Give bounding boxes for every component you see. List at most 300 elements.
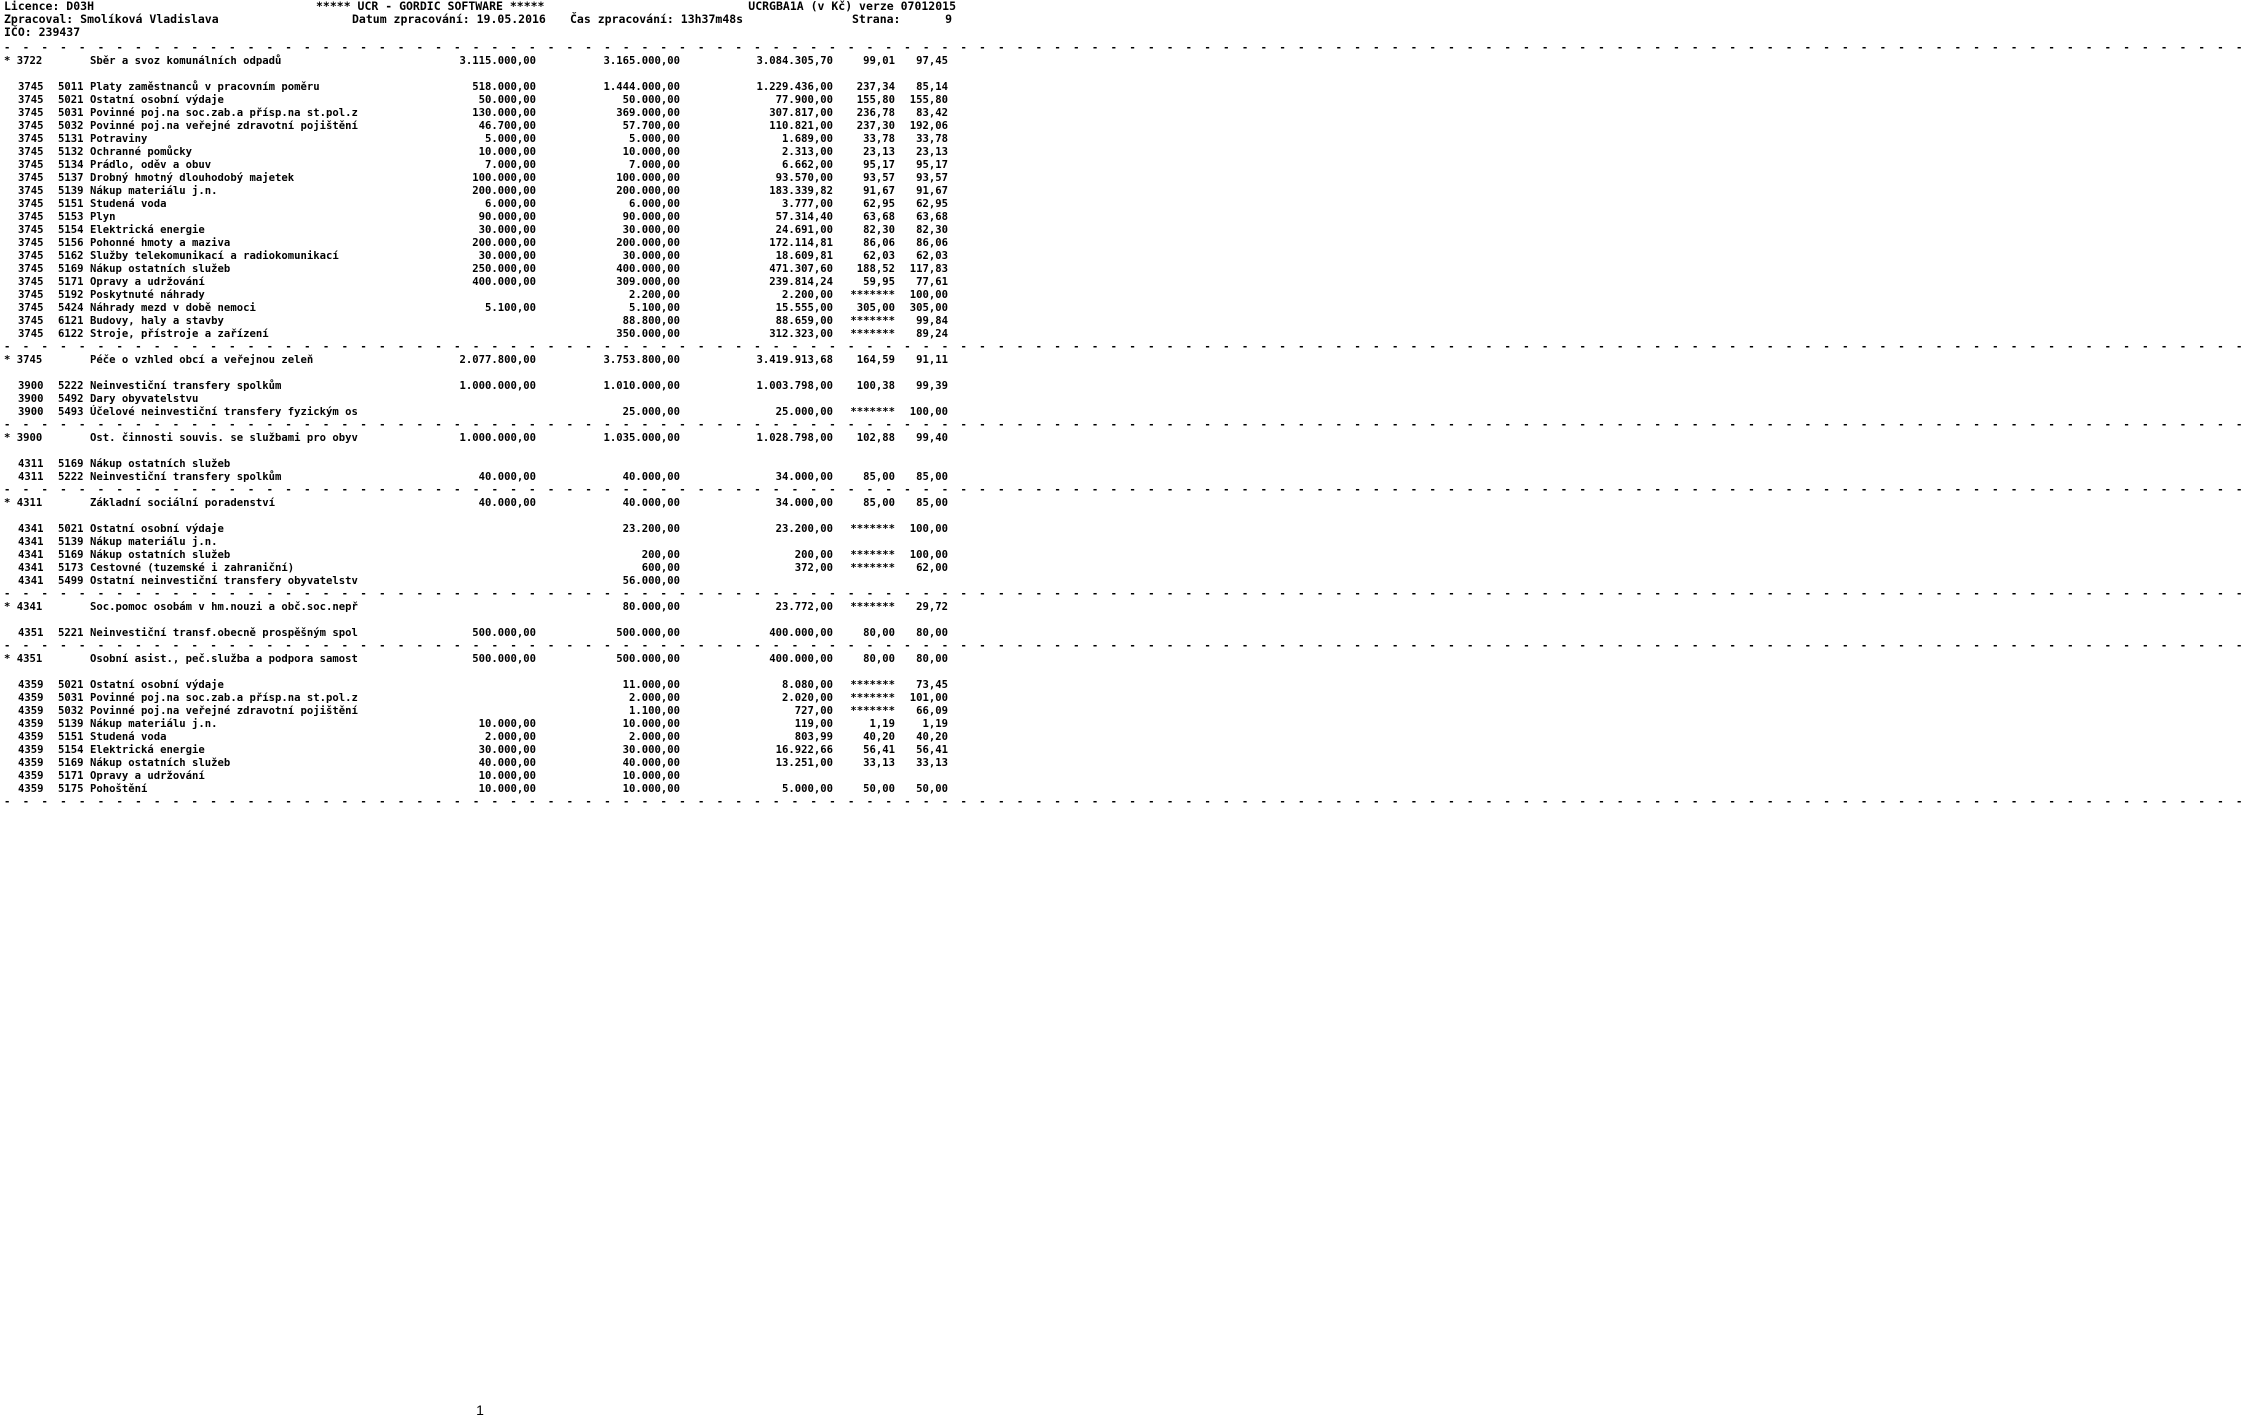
actual-amount: 183.339,82 (769, 185, 833, 197)
adjusted-budget: 10.000,00 (622, 146, 680, 158)
paragraph-code: 3745 (18, 315, 44, 327)
table-row (4, 81, 956, 94)
adjusted-budget: 57.700,00 (622, 120, 680, 132)
header-line-3 (4, 26, 956, 39)
adjusted-budget: 350.000,00 (616, 328, 680, 340)
item-code: 5032 (58, 705, 84, 717)
description: Osobní asist., peč.služba a podpora samost (90, 653, 358, 665)
adjusted-budget: 400.000,00 (616, 263, 680, 275)
percent-approved: 82,30 (863, 224, 895, 236)
description: Poskytnuté náhrady (90, 289, 205, 301)
percent-approved: 305,00 (856, 302, 895, 314)
percent-approved: 56,41 (863, 744, 895, 756)
approved-budget: 7.000,00 (484, 159, 536, 171)
percent-adjusted: 85,00 (916, 471, 948, 483)
approved-budget: 40.000,00 (478, 497, 536, 509)
table-row (4, 146, 956, 159)
percent-approved: 95,17 (863, 159, 895, 171)
page-label: Strana: (852, 12, 901, 26)
percent-approved: ******* (850, 705, 895, 717)
adjusted-budget: 40.000,00 (622, 497, 680, 509)
item-code: 5031 (58, 107, 84, 119)
table-row (4, 250, 956, 263)
item-code: 5222 (58, 471, 84, 483)
paragraph-code: 3745 (18, 211, 44, 223)
percent-approved: ******* (850, 692, 895, 704)
table-row (4, 133, 956, 146)
adjusted-budget: 3.165.000,00 (603, 55, 680, 67)
item-code: 5021 (58, 679, 84, 691)
adjusted-budget: 1.100,00 (628, 705, 680, 717)
description: Soc.pomoc osobám v hm.nouzi a obč.soc.nepř (90, 601, 358, 613)
item-code: 5156 (58, 237, 84, 249)
blank-line (4, 68, 956, 81)
adjusted-budget: 5.000,00 (628, 133, 680, 145)
processed-time: Čas zpracování: 13h37m48s (570, 12, 744, 26)
approved-budget: 10.000,00 (478, 718, 536, 730)
description: Neinvestiční transfery spolkům (90, 380, 282, 392)
actual-amount: 6.662,00 (781, 159, 833, 171)
paragraph-code: 4359 (18, 783, 44, 795)
approved-budget: 5.100,00 (484, 302, 536, 314)
description: Studená voda (90, 731, 167, 743)
approved-budget: 50.000,00 (478, 94, 536, 106)
percent-approved: 59,95 (863, 276, 895, 288)
table-row (4, 380, 956, 393)
adjusted-budget: 10.000,00 (622, 718, 680, 730)
paragraph-code: 3900 (18, 406, 44, 418)
description: Nákup materiálu j.n. (90, 185, 218, 197)
summary-row (4, 497, 956, 510)
summary-code: * 3900 (4, 432, 43, 444)
actual-amount: 1.003.798,00 (756, 380, 833, 392)
item-code: 5424 (58, 302, 84, 314)
description: Nákup ostatních služeb (90, 263, 231, 275)
paragraph-code: 4359 (18, 705, 44, 717)
table-row (4, 549, 956, 562)
actual-amount: 2.020,00 (781, 692, 833, 704)
actual-amount: 1.229.436,00 (756, 81, 833, 93)
adjusted-budget: 10.000,00 (622, 770, 680, 782)
percent-adjusted: 63,68 (916, 211, 948, 223)
description: Elektrická energie (90, 744, 205, 756)
description: Ost. činnosti souvis. se službami pro obyv (90, 432, 358, 444)
percent-approved: 100,38 (856, 380, 895, 392)
description: Nákup ostatních služeb (90, 757, 231, 769)
paragraph-code: 4359 (18, 731, 44, 743)
actual-amount: 3.084.305,70 (756, 55, 833, 67)
actual-amount: 24.691,00 (775, 224, 833, 236)
approved-budget: 1.000.000,00 (459, 432, 536, 444)
item-code: 5154 (58, 224, 84, 236)
item-code: 5031 (58, 692, 84, 704)
item-code: 5131 (58, 133, 84, 145)
description: Neinvestiční transf.obecně prospěšným spol (90, 627, 358, 639)
adjusted-budget: 369.000,00 (616, 107, 680, 119)
adjusted-budget: 200.000,00 (616, 237, 680, 249)
approved-budget: 10.000,00 (478, 146, 536, 158)
blank-line (4, 666, 956, 679)
item-code: 5171 (58, 770, 84, 782)
description: Opravy a udržování (90, 770, 205, 782)
percent-adjusted: 100,00 (909, 549, 948, 561)
table-row (4, 731, 956, 744)
adjusted-budget: 30.000,00 (622, 224, 680, 236)
item-code: 5499 (58, 575, 84, 587)
percent-approved: 102,88 (856, 432, 895, 444)
paragraph-code: 3745 (18, 250, 44, 262)
description: Nákup ostatních služeb (90, 549, 231, 561)
approved-budget: 200.000,00 (472, 237, 536, 249)
percent-adjusted: 99,84 (916, 315, 948, 327)
item-code: 5169 (58, 263, 84, 275)
percent-adjusted: 85,14 (916, 81, 948, 93)
item-code: 5154 (58, 744, 84, 756)
table-row (4, 471, 956, 484)
actual-amount: 16.922,66 (775, 744, 833, 756)
table-row (4, 536, 956, 549)
table-row (4, 107, 956, 120)
percent-adjusted: 73,45 (916, 679, 948, 691)
description: Prádlo, oděv a obuv (90, 159, 212, 171)
percent-approved: ******* (850, 315, 895, 327)
percent-approved: 50,00 (863, 783, 895, 795)
percent-adjusted: 100,00 (909, 406, 948, 418)
table-row (4, 276, 956, 289)
adjusted-budget: 500.000,00 (616, 627, 680, 639)
percent-approved: ******* (850, 328, 895, 340)
percent-adjusted: 62,03 (916, 250, 948, 262)
approved-budget: 10.000,00 (478, 770, 536, 782)
description: Základní sociální poradenství (90, 497, 275, 509)
paragraph-code: 4311 (18, 458, 44, 470)
percent-adjusted: 50,00 (916, 783, 948, 795)
table-row (4, 328, 956, 341)
paragraph-code: 4311 (18, 471, 44, 483)
paragraph-code: 4359 (18, 692, 44, 704)
paragraph-code: 3745 (18, 133, 44, 145)
table-row (4, 237, 956, 250)
processed-date: Datum zpracování: 19.05.2016 (352, 12, 546, 26)
approved-budget: 10.000,00 (478, 783, 536, 795)
table-row (4, 94, 956, 107)
table-row (4, 120, 956, 133)
item-code: 5132 (58, 146, 84, 158)
adjusted-budget: 1.444.000,00 (603, 81, 680, 93)
adjusted-budget: 200,00 (641, 549, 680, 561)
paragraph-code: 4341 (18, 536, 44, 548)
actual-amount: 15.555,00 (775, 302, 833, 314)
percent-approved: ******* (850, 679, 895, 691)
item-code: 5011 (58, 81, 84, 93)
percent-adjusted: 100,00 (909, 523, 948, 535)
approved-budget: 46.700,00 (478, 120, 536, 132)
percent-approved: ******* (850, 406, 895, 418)
percent-approved: 188,52 (856, 263, 895, 275)
actual-amount: 2.313,00 (781, 146, 833, 158)
actual-amount: 400.000,00 (769, 627, 833, 639)
actual-amount: 110.821,00 (769, 120, 833, 132)
percent-adjusted: 23,13 (916, 146, 948, 158)
description: Nákup materiálu j.n. (90, 536, 218, 548)
description: Elektrická energie (90, 224, 205, 236)
paragraph-code: 3745 (18, 94, 44, 106)
actual-amount: 34.000,00 (775, 471, 833, 483)
ico: IČO: 239437 (4, 25, 81, 39)
adjusted-budget: 7.000,00 (628, 159, 680, 171)
percent-approved: 236,78 (856, 107, 895, 119)
report-table (4, 42, 2245, 809)
item-code: 5021 (58, 523, 84, 535)
blank-line (4, 367, 956, 380)
description: Cestovné (tuzemské i zahraniční) (90, 562, 295, 574)
paragraph-code: 3745 (18, 107, 44, 119)
separator-line: - - - - - - - - - - - - - - - - - - - - - - - - - - - - - - - - - - - - - - - - - - - - - - - - - - - - - - - - - - - - - - - - - - - - - - - - - - - - - - - - - - - - - - - - - - - - - - - - - - - - - - - - - - - - - - - - - - - - - - - - (4, 796, 2245, 808)
actual-amount: 119,00 (794, 718, 833, 730)
table-row (4, 198, 956, 211)
actual-amount: 3.419.913,68 (756, 354, 833, 366)
table-row (4, 172, 956, 185)
paragraph-code: 3745 (18, 276, 44, 288)
percent-adjusted: 80,00 (916, 653, 948, 665)
paragraph-code: 4351 (18, 627, 44, 639)
licence: Licence: D03H (4, 0, 95, 13)
separator-line: - - - - - - - - - - - - - - - - - - - - - - - - - - - - - - - - - - - - - - - - - - - - - - - - - - - - - - - - - - - - - - - - - - - - - - - - - - - - - - - - - - - - - - - - - - - - - - - - - - - - - - - - - - - - - - - - - - - - - - - - (4, 484, 2245, 496)
item-code: 5169 (58, 757, 84, 769)
description: Plyn (90, 211, 116, 223)
paragraph-code: 4359 (18, 718, 44, 730)
approved-budget: 30.000,00 (478, 224, 536, 236)
percent-adjusted: 33,78 (916, 133, 948, 145)
adjusted-budget: 88.800,00 (622, 315, 680, 327)
description: Povinné poj.na veřejné zdravotní pojištění (90, 705, 358, 717)
footer-page-number: 1 (476, 1402, 484, 1418)
separator-line: - - - - - - - - - - - - - - - - - - - - - - - - - - - - - - - - - - - - - - - - - - - - - - - - - - - - - - - - - - - - - - - - - - - - - - - - - - - - - - - - - - - - - - - - - - - - - - - - - - - - - - - - - - - - - - - - - - - - - - - - (4, 42, 2245, 54)
table-row (4, 211, 956, 224)
paragraph-code: 4341 (18, 575, 44, 587)
percent-approved: 62,95 (863, 198, 895, 210)
description: Nákup materiálu j.n. (90, 718, 218, 730)
paragraph-code: 3745 (18, 146, 44, 158)
actual-amount: 3.777,00 (781, 198, 833, 210)
adjusted-budget: 100.000,00 (616, 172, 680, 184)
approved-budget: 40.000,00 (478, 471, 536, 483)
approved-budget: 5.000,00 (484, 133, 536, 145)
actual-amount: 88.659,00 (775, 315, 833, 327)
percent-approved: 86,06 (863, 237, 895, 249)
percent-adjusted: 62,00 (916, 562, 948, 574)
adjusted-budget: 40.000,00 (622, 757, 680, 769)
adjusted-budget: 2.000,00 (628, 731, 680, 743)
adjusted-budget: 90.000,00 (622, 211, 680, 223)
table-row (4, 692, 956, 705)
paragraph-code: 3745 (18, 224, 44, 236)
paragraph-code: 3745 (18, 159, 44, 171)
percent-approved: ******* (850, 289, 895, 301)
actual-amount: 57.314,40 (775, 211, 833, 223)
table-row (4, 393, 956, 406)
report-code: UCRGBA1A (v Kč) verze 07012015 (748, 0, 956, 13)
approved-budget: 100.000,00 (472, 172, 536, 184)
percent-approved: 80,00 (863, 653, 895, 665)
table-row (4, 289, 956, 302)
paragraph-code: 4359 (18, 757, 44, 769)
table-row (4, 783, 956, 796)
paragraph-code: 3745 (18, 120, 44, 132)
paragraph-code: 3745 (18, 172, 44, 184)
actual-amount: 471.307,60 (769, 263, 833, 275)
item-code: 5169 (58, 458, 84, 470)
description: Sběr a svoz komunálních odpadů (90, 55, 282, 67)
percent-adjusted: 86,06 (916, 237, 948, 249)
percent-adjusted: 77,61 (916, 276, 948, 288)
actual-amount: 172.114,81 (769, 237, 833, 249)
description: Pohoštění (90, 783, 148, 795)
table-row (4, 458, 956, 471)
actual-amount: 93.570,00 (775, 172, 833, 184)
actual-amount: 372,00 (794, 562, 833, 574)
actual-amount: 18.609,81 (775, 250, 833, 262)
description: Ostatní osobní výdaje (90, 679, 224, 691)
description: Účelové neinvestiční transfery fyzickým os (90, 406, 358, 418)
blank-line (4, 614, 956, 627)
actual-amount: 25.000,00 (775, 406, 833, 418)
adjusted-budget: 80.000,00 (622, 601, 680, 613)
percent-adjusted: 80,00 (916, 627, 948, 639)
description: Dary obyvatelstvu (90, 393, 199, 405)
percent-adjusted: 99,40 (916, 432, 948, 444)
percent-adjusted: 101,00 (909, 692, 948, 704)
approved-budget: 400.000,00 (472, 276, 536, 288)
adjusted-budget: 50.000,00 (622, 94, 680, 106)
summary-code: * 3722 (4, 55, 43, 67)
percent-approved: 1,19 (869, 718, 895, 730)
table-row (4, 705, 956, 718)
actual-amount: 77.900,00 (775, 94, 833, 106)
adjusted-budget: 5.100,00 (628, 302, 680, 314)
adjusted-budget: 56.000,00 (622, 575, 680, 587)
paragraph-code: 3745 (18, 302, 44, 314)
summary-code: * 4351 (4, 653, 43, 665)
approved-budget: 200.000,00 (472, 185, 536, 197)
approved-budget: 2.077.800,00 (459, 354, 536, 366)
percent-adjusted: 117,83 (909, 263, 948, 275)
processed-by: Zpracoval: Smolíková Vladislava (4, 12, 219, 26)
percent-approved: 33,13 (863, 757, 895, 769)
item-code: 5169 (58, 549, 84, 561)
table-row (4, 627, 956, 640)
percent-adjusted: 56,41 (916, 744, 948, 756)
approved-budget: 250.000,00 (472, 263, 536, 275)
header-line-2 (4, 13, 956, 26)
percent-adjusted: 97,45 (916, 55, 948, 67)
item-code: 5192 (58, 289, 84, 301)
percent-approved: 23,13 (863, 146, 895, 158)
description: Ochranné pomůcky (90, 146, 193, 158)
page-number: 9 (945, 12, 952, 26)
item-code: 6121 (58, 315, 84, 327)
paragraph-code: 3745 (18, 237, 44, 249)
adjusted-budget: 2.200,00 (628, 289, 680, 301)
percent-approved: 63,68 (863, 211, 895, 223)
summary-code: * 4311 (4, 497, 43, 509)
actual-amount: 1.689,00 (781, 133, 833, 145)
summary-row (4, 653, 956, 666)
paragraph-code: 4341 (18, 562, 44, 574)
description: Povinné poj.na soc.zab.a přísp.na st.pol.z (90, 107, 358, 119)
separator-line: - - - - - - - - - - - - - - - - - - - - - - - - - - - - - - - - - - - - - - - - - - - - - - - - - - - - - - - - - - - - - - - - - - - - - - - - - - - - - - - - - - - - - - - - - - - - - - - - - - - - - - - - - - - - - - - - - - - - - - - - (4, 640, 2245, 652)
percent-adjusted: 89,24 (916, 328, 948, 340)
item-code: 5139 (58, 718, 84, 730)
description: Stroje, přístroje a zařízení (90, 328, 269, 340)
item-code: 5221 (58, 627, 84, 639)
adjusted-budget: 6.000,00 (628, 198, 680, 210)
paragraph-code: 3745 (18, 289, 44, 301)
description: Neinvestiční transfery spolkům (90, 471, 282, 483)
paragraph-code: 3745 (18, 263, 44, 275)
percent-adjusted: 99,39 (916, 380, 948, 392)
adjusted-budget: 1.010.000,00 (603, 380, 680, 392)
paragraph-code: 4341 (18, 523, 44, 535)
percent-adjusted: 192,06 (909, 120, 948, 132)
percent-adjusted: 95,17 (916, 159, 948, 171)
paragraph-code: 4359 (18, 679, 44, 691)
summary-code: * 4341 (4, 601, 43, 613)
adjusted-budget: 40.000,00 (622, 471, 680, 483)
paragraph-code: 4359 (18, 770, 44, 782)
description: Budovy, haly a stavby (90, 315, 224, 327)
adjusted-budget: 30.000,00 (622, 250, 680, 262)
percent-approved: 85,00 (863, 497, 895, 509)
actual-amount: 727,00 (794, 705, 833, 717)
description: Potraviny (90, 133, 148, 145)
description: Náhrady mezd v době nemoci (90, 302, 256, 314)
table-row (4, 575, 956, 588)
description: Opravy a udržování (90, 276, 205, 288)
adjusted-budget: 2.000,00 (628, 692, 680, 704)
description: Studená voda (90, 198, 167, 210)
paragraph-code: 3900 (18, 393, 44, 405)
item-code: 5493 (58, 406, 84, 418)
percent-approved: 155,80 (856, 94, 895, 106)
table-row (4, 679, 956, 692)
summary-row (4, 601, 956, 614)
percent-approved: 237,30 (856, 120, 895, 132)
paragraph-code: 4359 (18, 744, 44, 756)
percent-adjusted: 1,19 (922, 718, 948, 730)
description: Ostatní osobní výdaje (90, 523, 224, 535)
actual-amount: 239.814,24 (769, 276, 833, 288)
table-row (4, 718, 956, 731)
percent-adjusted: 82,30 (916, 224, 948, 236)
approved-budget: 40.000,00 (478, 757, 536, 769)
description: Drobný hmotný dlouhodobý majetek (90, 172, 295, 184)
item-code: 5139 (58, 536, 84, 548)
table-row (4, 744, 956, 757)
description: Služby telekomunikací a radiokomunikací (90, 250, 339, 262)
actual-amount: 34.000,00 (775, 497, 833, 509)
paragraph-code: 3745 (18, 81, 44, 93)
actual-amount: 200,00 (794, 549, 833, 561)
description: Nákup ostatních služeb (90, 458, 231, 470)
description: Ostatní neinvestiční transfery obyvatelstv (90, 575, 358, 587)
adjusted-budget: 1.035.000,00 (603, 432, 680, 444)
actual-amount: 23.200,00 (775, 523, 833, 535)
percent-approved: 164,59 (856, 354, 895, 366)
blank-line (4, 510, 956, 523)
percent-approved: ******* (850, 523, 895, 535)
paragraph-code: 3745 (18, 198, 44, 210)
